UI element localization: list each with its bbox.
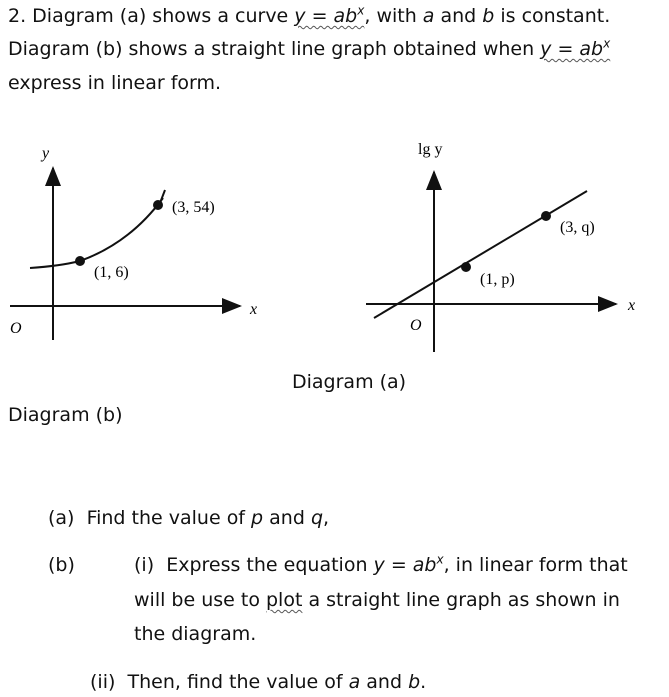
question-b-i-line-3: the diagram. [134,623,257,645]
curve-point-2 [153,200,163,210]
caption-left: Diagram (b) [8,404,123,426]
intro-line-1: 2. Diagram (a) shows a curve $y = ab^x$, with a and b is constant. [8,3,611,27]
question-b-i-line-2: will be use to plot a straight line graph as shown in [134,589,620,611]
exponential-curve [30,198,163,268]
equation-linear-source: $y = ab^x$ [540,36,611,60]
equation-curve: $y = ab^x$ [294,3,365,27]
intro-line-3: express in linear form. [8,72,222,94]
question-a: (a) Find the value of p and q, [48,507,330,529]
question-b-label: (b) [48,554,75,576]
line-point-1-label: (1, p) [480,271,515,288]
line-origin-label: O [410,317,422,334]
line-point-2 [541,211,551,221]
curve-point-1 [75,256,85,266]
line-x-label: x [628,297,636,314]
curve-y-label: y [42,145,50,162]
linear-graph-line [374,191,587,318]
line-point-1 [461,262,471,272]
curve-point-2-label: (3, 54) [172,199,215,216]
line-point-2-label: (3, q) [560,219,595,236]
intro-line-2: Diagram (b) shows a straight line graph obtained when $y = ab^x$ [8,36,611,60]
curve-origin-label: O [10,320,22,337]
caption-right: Diagram (a) [292,371,407,393]
question-b-ii: (ii) Then, find the value of a and b. [90,671,427,693]
line-y-label: lg y [418,141,443,158]
curve-x-label: x [250,301,258,318]
question-b-i-line-1: (i) Express the equation $y = ab^x$, in linear form that [134,552,628,576]
curve-point-1-label: (1, 6) [94,264,129,281]
